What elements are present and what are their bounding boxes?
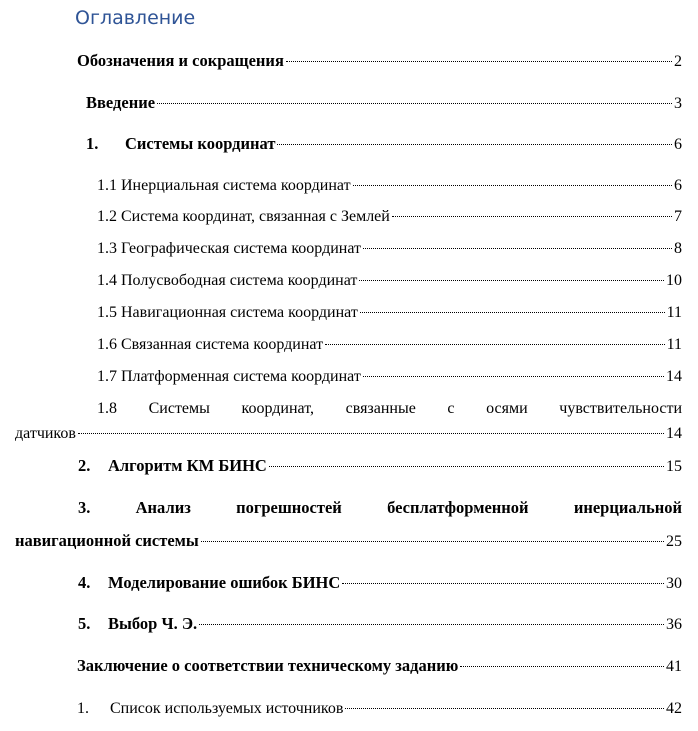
toc-entry-page: 11 [666,336,682,353]
toc-entry-label: 1.7 Платформенная система координат [97,368,361,385]
toc-entry[interactable] [97,239,682,259]
toc-entry[interactable] [78,456,682,477]
toc-entry-page: 11 [666,304,682,321]
toc-entry[interactable] [15,424,682,444]
dot-leader [353,185,672,186]
toc-entry-page: 15 [666,458,682,475]
toc-entry[interactable] [78,573,682,594]
toc-entry-number: 4. [78,573,91,592]
toc-entry-page: 42 [666,700,682,717]
toc-entry[interactable] [97,207,682,227]
dot-leader [157,103,672,104]
toc-entry[interactable] [77,51,682,72]
dot-leader [360,312,665,313]
toc-entry[interactable] [78,614,682,635]
toc-entry[interactable] [97,335,682,355]
toc-entry-page: 14 [666,368,682,385]
toc-entry-label: 1.1 Инерциальная система координат [97,177,351,194]
dot-leader [78,433,664,434]
toc-entry-label: датчиков [15,425,76,442]
dot-leader [345,708,664,709]
toc-entry-label: Выбор Ч. Э. [108,614,198,633]
toc-entry[interactable] [77,699,682,719]
toc-entry-label: 1.5 Навигационная система координат [97,304,358,321]
dot-leader [201,541,664,542]
dot-leader [460,666,664,667]
toc-entry-line1[interactable]: 1.8 Системы координат, связанные с осями чувствительности [97,400,682,417]
toc-entry-page: 14 [666,425,682,442]
toc-entry-label: Введение [86,93,156,112]
dot-leader [342,583,664,584]
toc-entry-page: 2 [674,53,682,70]
dot-leader [286,61,672,62]
toc-entry-label: Системы координат [125,134,276,153]
toc-entry-label: навигационной системы [15,531,199,550]
toc-entry-label: Моделирование ошибок БИНС [108,573,341,592]
toc-entry[interactable] [97,303,682,323]
toc-entry[interactable] [86,93,682,114]
toc-entry-page: 8 [674,240,682,257]
dot-leader [392,216,672,217]
dot-leader [363,248,672,249]
toc-entry-number: 2. [78,456,91,475]
dot-leader [359,280,664,281]
dot-leader [277,144,672,145]
toc-entry-label: 1.4 Полусвободная система координат [97,272,358,289]
toc-entry-line1[interactable]: 3. Анализ погрешностей бесплатформенной инерциальной [78,498,682,517]
toc-entry[interactable] [97,176,682,196]
toc-entry[interactable] [97,367,682,387]
toc-entry-label: Заключение о соответствии техническому заданию [77,656,459,675]
dot-leader [325,344,665,345]
toc-entry-page: 3 [674,95,682,112]
toc-entry-page: 6 [674,177,682,194]
toc-title: Оглавление [75,7,196,29]
toc-entry-page: 10 [666,272,682,289]
toc-entry-label: 1.3 Географическая система координат [97,240,362,257]
dot-leader [269,466,664,467]
toc-entry[interactable] [86,134,682,155]
toc-entry-number: 5. [78,614,91,633]
toc-entry-page: 25 [666,533,682,550]
toc-entry[interactable] [15,531,682,552]
toc-entry[interactable] [97,271,682,291]
toc-entry-number: 1. [77,700,89,717]
toc-entry-label: Список используемых источников [110,700,344,717]
toc-entry[interactable] [77,656,682,677]
toc-entry-page: 30 [666,575,682,592]
dot-leader [199,624,664,625]
toc-entry-label: Обозначения и сокращения [77,51,284,70]
toc-entry-label: Алгоритм КМ БИНС [108,456,267,475]
toc-entry-page: 6 [674,136,682,153]
toc-entry-page: 41 [666,658,682,675]
toc-entry-label: 1.2 Система координат, связанная с Землей [97,208,390,225]
dot-leader [363,376,664,377]
toc-entry-label: 1.6 Связанная система координат [97,336,324,353]
toc-entry-number: 1. [86,134,99,153]
toc-entry-page: 7 [674,208,682,225]
toc-entry-page: 36 [666,616,682,633]
